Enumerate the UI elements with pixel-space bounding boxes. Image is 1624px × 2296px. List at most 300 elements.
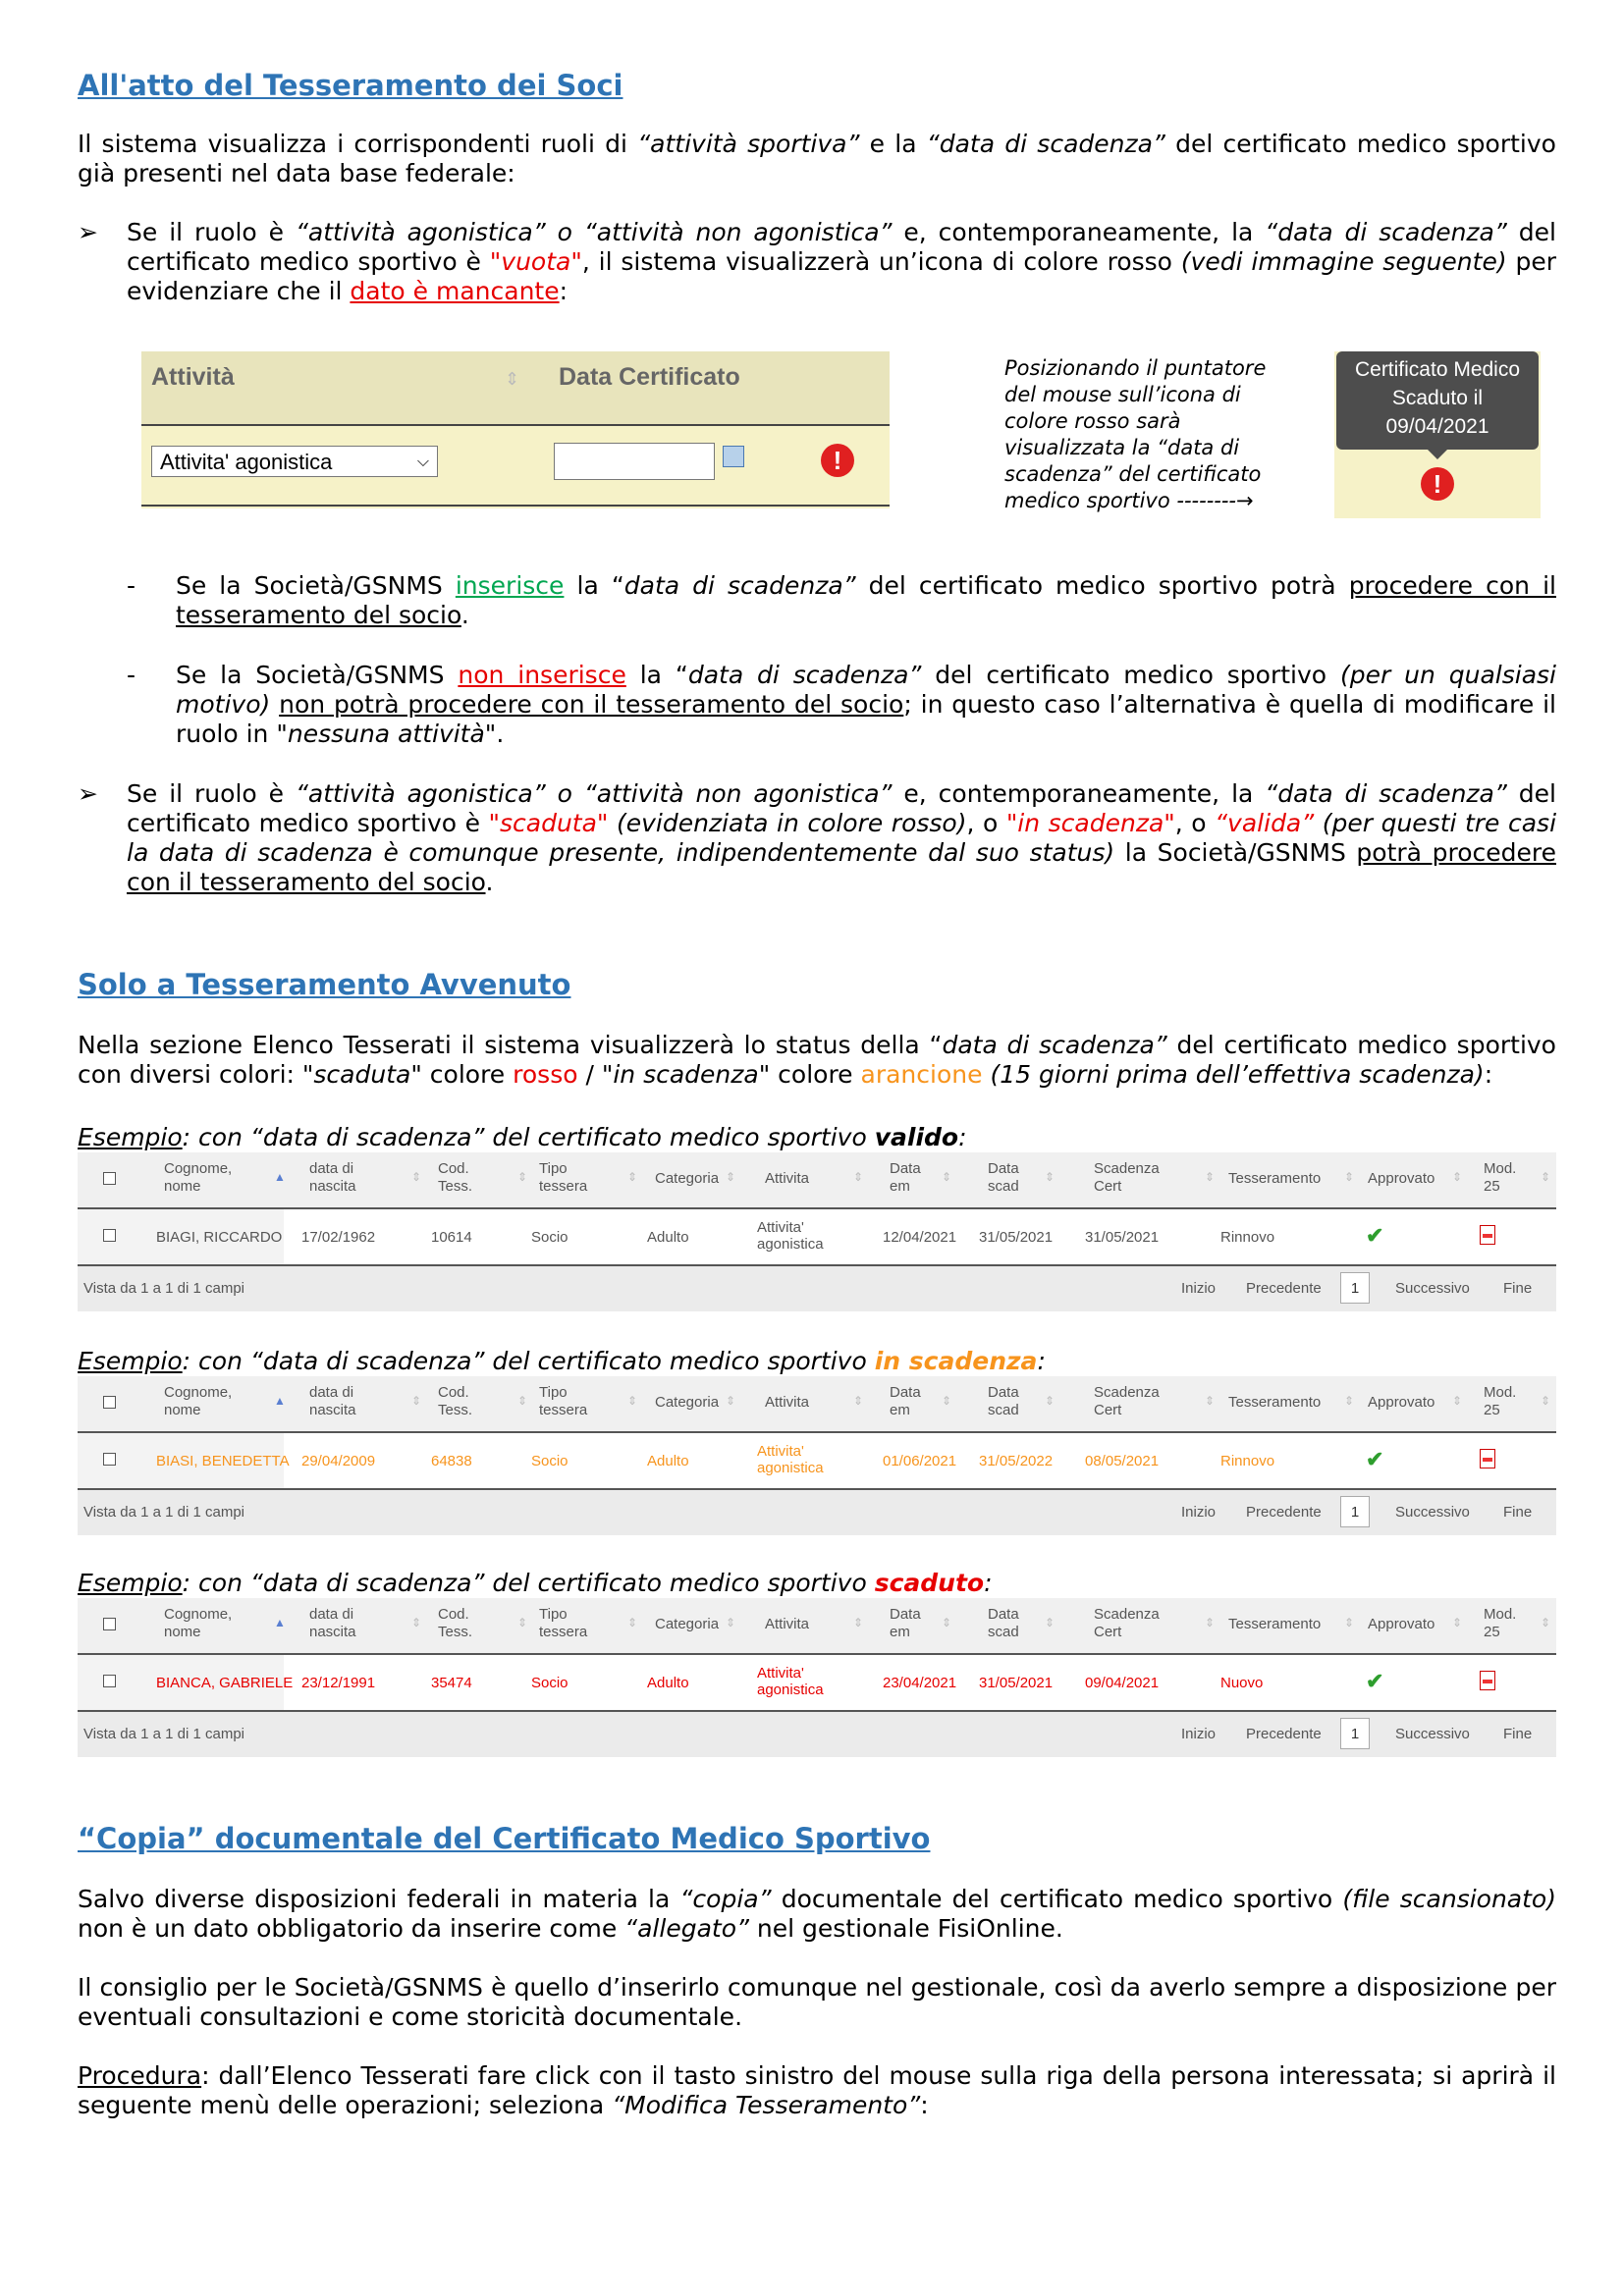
col-data-certificato: Data Certificato bbox=[559, 363, 740, 391]
text: “data di scadenza” bbox=[926, 130, 1165, 158]
sort-asc-icon[interactable]: ▲ bbox=[274, 1170, 286, 1184]
header-cognome_l1[interactable] bbox=[164, 1384, 232, 1419]
sort-icon[interactable]: ⇕ bbox=[517, 1394, 528, 1408]
cell-nome: BIANCA, GABRIELE bbox=[156, 1675, 294, 1691]
text: "in scadenza" bbox=[601, 1060, 771, 1089]
sort-icon[interactable]: ⇕ bbox=[517, 1616, 528, 1629]
header-nascita_l1[interactable] bbox=[309, 1384, 356, 1419]
calendar-icon[interactable] bbox=[723, 446, 744, 467]
page-prev-button[interactable]: Precedente bbox=[1246, 1504, 1322, 1521]
text: / bbox=[577, 1060, 602, 1089]
header-label: scad bbox=[988, 1624, 1019, 1640]
attivita-select[interactable] bbox=[151, 446, 438, 477]
sort-icon[interactable]: ⇕ bbox=[942, 1170, 952, 1184]
cell-text: agonistica bbox=[757, 1460, 824, 1476]
header-label: Tess. bbox=[438, 1402, 473, 1418]
sort-icon[interactable]: ⇕ bbox=[1205, 1170, 1216, 1184]
text: (per un qualsiasi motivo) bbox=[176, 661, 1556, 719]
tooltip-line: 09/04/2021 bbox=[1385, 415, 1489, 438]
table-header bbox=[78, 1152, 1556, 1209]
approved-check-icon: ✔ bbox=[1366, 1223, 1384, 1248]
text: in scadenza bbox=[874, 1347, 1038, 1375]
header-label: Tipo bbox=[539, 1160, 568, 1177]
text: arancione bbox=[860, 1060, 983, 1089]
attivita-form bbox=[141, 351, 890, 508]
cell-tipo: Socio bbox=[531, 1675, 568, 1691]
header-scadcert_l1[interactable] bbox=[1094, 1160, 1160, 1196]
header-mod_l1[interactable] bbox=[1484, 1160, 1516, 1196]
header-tipo_l1[interactable] bbox=[539, 1160, 587, 1196]
cell-cod: 10614 bbox=[431, 1229, 472, 1246]
attivita-form-header bbox=[141, 351, 890, 426]
text: , o bbox=[966, 809, 1006, 837]
status-paragraph bbox=[78, 1031, 1556, 1090]
pdf-icon[interactable] bbox=[1480, 1225, 1495, 1245]
table-row[interactable] bbox=[78, 1433, 1556, 1490]
text: rosso bbox=[513, 1060, 578, 1089]
text: procedere con il tesseramento del socio bbox=[176, 571, 1556, 629]
header-label: 25 bbox=[1484, 1624, 1500, 1640]
approved-check-icon: ✔ bbox=[1366, 1447, 1384, 1471]
header-datascad_l1[interactable] bbox=[988, 1160, 1019, 1196]
page-last-button[interactable]: Fine bbox=[1503, 1726, 1533, 1742]
table-footer bbox=[78, 1712, 1556, 1757]
header-approvato[interactable] bbox=[1368, 1616, 1435, 1633]
header-label: Tipo bbox=[539, 1384, 568, 1401]
header-label: Categoria bbox=[655, 1616, 720, 1632]
cell-categoria: Adulto bbox=[647, 1229, 689, 1246]
text: “data di scadenza” bbox=[1265, 218, 1507, 246]
header-label: em bbox=[890, 1624, 910, 1640]
text: e, contemporaneamente, la bbox=[892, 779, 1266, 808]
text: e, contemporaneamente, la bbox=[892, 218, 1266, 246]
header-label: Categoria bbox=[655, 1170, 720, 1187]
page-first-button[interactable]: Inizio bbox=[1181, 1504, 1217, 1521]
page-prev-button[interactable]: Precedente bbox=[1246, 1726, 1322, 1742]
select-all-checkbox[interactable] bbox=[103, 1396, 116, 1409]
col-attivita: Attività bbox=[151, 363, 235, 391]
tesserati-table bbox=[78, 1598, 1556, 1757]
bullet-arrow-icon: ➢ bbox=[78, 779, 98, 808]
header-label: nome bbox=[164, 1624, 201, 1640]
text: Nella sezione Elenco Tesserati il sistema visualizzerà lo status della “ bbox=[78, 1031, 943, 1059]
text: valido bbox=[874, 1123, 959, 1151]
select-all-checkbox[interactable] bbox=[103, 1618, 116, 1630]
header-label: Data bbox=[890, 1606, 921, 1623]
header-label: Data bbox=[890, 1384, 921, 1401]
example-in-scadenza-caption bbox=[78, 1347, 1556, 1376]
text: : con “data di scadenza” del certificato medico sportivo bbox=[182, 1123, 875, 1151]
sort-icon[interactable]: ⇕ bbox=[853, 1616, 864, 1629]
text: : bbox=[984, 1569, 993, 1597]
page-last-button[interactable]: Fine bbox=[1503, 1280, 1533, 1297]
tooltip-line: Scaduto il bbox=[1391, 387, 1484, 409]
dash-mark: - bbox=[127, 571, 136, 600]
header-label: tessera bbox=[539, 1624, 588, 1640]
header-label: data di bbox=[309, 1384, 354, 1401]
text: colore bbox=[421, 1060, 514, 1089]
cell-scad_cert: 08/05/2021 bbox=[1085, 1453, 1160, 1469]
section-heading-copia: “Copia” documentale del Certificato Medico Sportivo bbox=[78, 1822, 931, 1855]
cell-categoria: Adulto bbox=[647, 1453, 689, 1469]
text: data di scadenza” bbox=[687, 661, 922, 689]
header-tipo_l1[interactable] bbox=[539, 1384, 587, 1419]
warning-icon[interactable]: ! bbox=[1421, 467, 1454, 501]
cell-nascita: 29/04/2009 bbox=[301, 1453, 376, 1469]
tesserati-table bbox=[78, 1152, 1556, 1311]
page-first-button[interactable]: Inizio bbox=[1181, 1726, 1217, 1742]
text: Se il ruolo è bbox=[127, 218, 296, 246]
header-label: Data bbox=[988, 1160, 1019, 1177]
header-label: Cognome, bbox=[164, 1384, 233, 1401]
text: : con “data di scadenza” del certificato medico sportivo bbox=[182, 1569, 875, 1597]
sort-icon[interactable]: ⇕ bbox=[1541, 1616, 1551, 1629]
text: "vuota" bbox=[489, 247, 582, 276]
header-label: Scadenza bbox=[1094, 1160, 1160, 1177]
header-label: scad bbox=[988, 1402, 1019, 1418]
cell-text: Attivita' bbox=[757, 1665, 804, 1682]
page-next-button[interactable]: Successivo bbox=[1395, 1504, 1470, 1521]
cell-data_em: 01/06/2021 bbox=[883, 1453, 957, 1469]
text: del certificato medico sportivo è bbox=[127, 779, 1556, 837]
header-dataem_l1[interactable] bbox=[890, 1606, 921, 1641]
text: "scaduta" bbox=[488, 809, 609, 837]
page-prev-button[interactable]: Precedente bbox=[1246, 1280, 1322, 1297]
cell-data_em: 23/04/2021 bbox=[883, 1675, 957, 1691]
sort-icon[interactable]: ⇕ bbox=[726, 1616, 736, 1629]
text: , o bbox=[1174, 809, 1216, 837]
text: potrà procedere con il tesseramento del socio bbox=[127, 838, 1556, 896]
cell-cod: 35474 bbox=[431, 1675, 472, 1691]
sort-icon[interactable]: ⇕ bbox=[1205, 1394, 1216, 1408]
table-row[interactable] bbox=[78, 1209, 1556, 1266]
header-tesseramento[interactable] bbox=[1228, 1170, 1321, 1188]
dash-mark: - bbox=[127, 661, 136, 689]
text: Se la Società/GSNMS bbox=[176, 661, 459, 689]
header-label: data di bbox=[309, 1606, 354, 1623]
header-dataem_l1[interactable] bbox=[890, 1160, 921, 1196]
sort-icon[interactable]: ⇕ bbox=[942, 1616, 952, 1629]
dash-inserisce bbox=[78, 571, 1556, 630]
header-attivita[interactable] bbox=[765, 1170, 809, 1188]
cell-tesseramento: Rinnovo bbox=[1220, 1229, 1275, 1246]
cell-nome: BIAGI, RICCARDO bbox=[156, 1229, 283, 1246]
sort-icon[interactable]: ⇕ bbox=[411, 1394, 422, 1408]
tooltip-line: Certificato Medico bbox=[1354, 358, 1521, 381]
cell-tesseramento: Rinnovo bbox=[1220, 1453, 1275, 1469]
text: “valida” bbox=[1215, 809, 1315, 837]
header-cognome_l1[interactable] bbox=[164, 1606, 232, 1641]
attivita-figure bbox=[78, 351, 1556, 538]
warning-icon[interactable]: ! bbox=[821, 444, 854, 477]
text: : bbox=[559, 277, 568, 305]
select-value: Attivita' agonistica bbox=[160, 450, 333, 474]
text: : dall’Elenco Tesserati fare click con il tasto sinistro del mouse sulla riga della persona interessata; si aprirà il seguente menù delle operazioni; seleziona bbox=[78, 2061, 1556, 2119]
header-cod_l1[interactable] bbox=[438, 1160, 472, 1196]
sort-icon[interactable]: ⇕ bbox=[1452, 1170, 1463, 1184]
sort-icon[interactable]: ⇕ bbox=[726, 1394, 736, 1408]
section-heading-tesseramento-avvenuto: Solo a Tesseramento Avvenuto bbox=[78, 968, 571, 1001]
header-label: Cognome, bbox=[164, 1160, 233, 1177]
cell-categoria: Adulto bbox=[647, 1675, 689, 1691]
header-cod_l1[interactable] bbox=[438, 1384, 472, 1419]
header-dataem_l1[interactable] bbox=[890, 1384, 921, 1419]
text: Se il ruolo è bbox=[127, 779, 296, 808]
sort-icon[interactable]: ⇕ bbox=[627, 1394, 638, 1408]
header-label: Scadenza bbox=[1094, 1606, 1160, 1623]
sort-icon[interactable]: ⇕ bbox=[1045, 1616, 1056, 1629]
header-label: nome bbox=[164, 1178, 201, 1195]
cell-attivita bbox=[757, 1443, 824, 1476]
header-label: Tesseramento bbox=[1228, 1394, 1322, 1411]
cell-nome: BIASI, BENEDETTA bbox=[156, 1453, 290, 1469]
table-row[interactable] bbox=[78, 1655, 1556, 1712]
sort-icon[interactable]: ⇕ bbox=[1344, 1170, 1355, 1184]
header-label: nascita bbox=[309, 1624, 356, 1640]
text: del certificato medico sportivo è bbox=[127, 218, 1556, 276]
header-label: Approvato bbox=[1368, 1170, 1435, 1187]
cell-text: Attivita' bbox=[757, 1443, 804, 1460]
row-checkbox[interactable] bbox=[103, 1675, 116, 1687]
header-tesseramento[interactable] bbox=[1228, 1394, 1321, 1412]
pointer-note: Posizionando il puntatore del mouse sull’icona di colore rosso sarà visualizzata la “data di scadenza” del certificato medico sportivo --------→ bbox=[1004, 356, 1267, 512]
consiglio-paragraph: Il consiglio per le Società/GSNMS è quello d’inserirlo comunque nel gestionale, così da averlo sempre a disposizione per eventuali consultazioni e come storicità documentale. bbox=[78, 1973, 1556, 2031]
text: del certificato medico sportivo potrà bbox=[855, 571, 1349, 600]
header-cognome_l1[interactable] bbox=[164, 1160, 232, 1196]
text: . bbox=[485, 868, 494, 896]
pdf-icon[interactable] bbox=[1480, 1671, 1495, 1690]
tesserati-table bbox=[78, 1376, 1556, 1535]
records-info: Vista da 1 a 1 di 1 campi bbox=[83, 1504, 244, 1521]
page-next-button[interactable]: Successivo bbox=[1395, 1280, 1470, 1297]
header-label: Cod. bbox=[438, 1606, 469, 1623]
header-label: Cert bbox=[1094, 1624, 1122, 1640]
text: Il sistema visualizza i corrispondenti ruoli di bbox=[78, 130, 638, 158]
cell-tipo: Socio bbox=[531, 1229, 568, 1246]
header-datascad_l1[interactable] bbox=[988, 1384, 1019, 1419]
header-label: Approvato bbox=[1368, 1394, 1435, 1411]
text: scaduto bbox=[874, 1569, 985, 1597]
text: “attività agonistica” o “attività non agonistica” bbox=[295, 779, 893, 808]
header-label: Cognome, bbox=[164, 1606, 233, 1623]
table-footer bbox=[78, 1266, 1556, 1311]
header-attivita[interactable] bbox=[765, 1394, 809, 1412]
page-number-button[interactable]: 1 bbox=[1340, 1272, 1370, 1304]
header-categoria[interactable] bbox=[655, 1170, 719, 1188]
text: dato è mancante bbox=[350, 277, 560, 305]
sort-icon[interactable]: ⇕ bbox=[942, 1394, 952, 1408]
page-number-button[interactable]: 1 bbox=[1340, 1496, 1370, 1527]
cell-attivita bbox=[757, 1665, 824, 1698]
sort-icon[interactable]: ⇕ bbox=[1344, 1616, 1355, 1629]
text: "nessuna attività" bbox=[276, 720, 497, 748]
header-scadcert_l1[interactable] bbox=[1094, 1606, 1160, 1641]
sort-asc-icon[interactable]: ▲ bbox=[274, 1394, 286, 1408]
text: inserisce bbox=[455, 571, 565, 600]
text: ; in questo caso l’alternativa è quella di modificare il ruolo in bbox=[176, 690, 1556, 748]
text: (file scansionato) bbox=[1342, 1885, 1556, 1913]
sort-icon[interactable]: ⇕ bbox=[1452, 1616, 1463, 1629]
text: “Modifica Tesseramento” bbox=[612, 2091, 921, 2119]
procedura-paragraph bbox=[78, 2061, 1556, 2120]
sort-asc-icon[interactable]: ▲ bbox=[274, 1616, 286, 1629]
cell-text: agonistica bbox=[757, 1682, 824, 1698]
text: (vedi immagine seguente) bbox=[1180, 247, 1507, 276]
row-checkbox[interactable] bbox=[103, 1229, 116, 1242]
text: . bbox=[496, 720, 505, 748]
header-label: data di bbox=[309, 1160, 354, 1177]
cell-tipo: Socio bbox=[531, 1453, 568, 1469]
bullet-arrow-icon: ➢ bbox=[78, 218, 98, 246]
header-mod_l1[interactable] bbox=[1484, 1384, 1516, 1419]
cell-tesseramento: Nuovo bbox=[1220, 1675, 1264, 1691]
header-label: Tess. bbox=[438, 1624, 473, 1640]
page-last-button[interactable]: Fine bbox=[1503, 1504, 1533, 1521]
header-label: nascita bbox=[309, 1178, 356, 1195]
sort-icon[interactable]: ⇕ bbox=[1344, 1394, 1355, 1408]
cell-attivita bbox=[757, 1219, 824, 1253]
sort-icon[interactable]: ⇕ bbox=[627, 1170, 638, 1184]
header-label: Attivita bbox=[765, 1170, 810, 1187]
text: , il sistema visualizzerà un’icona di colore rosso bbox=[581, 247, 1181, 276]
text: “allegato” bbox=[624, 1914, 749, 1943]
sort-icon[interactable]: ⇕ bbox=[726, 1170, 736, 1184]
sort-icon[interactable]: ⇕ bbox=[411, 1170, 422, 1184]
header-label: scad bbox=[988, 1178, 1019, 1195]
header-cod_l1[interactable] bbox=[438, 1606, 472, 1641]
header-nascita_l1[interactable] bbox=[309, 1606, 356, 1641]
cell-cod: 64838 bbox=[431, 1453, 472, 1469]
page-number-button[interactable]: 1 bbox=[1340, 1718, 1370, 1749]
sort-icon[interactable]: ⇕ bbox=[1045, 1170, 1056, 1184]
header-approvato[interactable] bbox=[1368, 1394, 1435, 1412]
text: del certificato medico sportivo con diversi colori: bbox=[78, 1031, 1556, 1089]
text: : bbox=[1484, 1060, 1493, 1089]
document-page bbox=[78, 69, 1556, 2120]
sort-icon[interactable]: ⇕ bbox=[517, 1170, 528, 1184]
text: per evidenziare che il bbox=[127, 247, 1556, 305]
header-categoria[interactable] bbox=[655, 1394, 719, 1412]
text: del certificato medico sportivo già presenti nel data base federale: bbox=[78, 130, 1556, 187]
text: data di scadenza” bbox=[623, 571, 856, 600]
tooltip-example bbox=[1334, 351, 1541, 518]
text: : bbox=[1037, 1347, 1046, 1375]
header-label: Cert bbox=[1094, 1178, 1122, 1195]
header-categoria[interactable] bbox=[655, 1616, 719, 1633]
text: non potrà procedere con il tesseramento del socio bbox=[279, 690, 904, 719]
text: : bbox=[958, 1123, 967, 1151]
cell-nascita: 17/02/1962 bbox=[301, 1229, 376, 1246]
section-heading-tesseramento: All'atto del Tesseramento dei Soci bbox=[78, 69, 623, 102]
header-label: Attivita bbox=[765, 1394, 810, 1411]
copia-paragraph bbox=[78, 1885, 1556, 1944]
header-label: Cert bbox=[1094, 1402, 1122, 1418]
header-label: Data bbox=[988, 1384, 1019, 1401]
header-label: Approvato bbox=[1368, 1616, 1435, 1632]
header-attivita[interactable] bbox=[765, 1616, 809, 1633]
sort-icon[interactable]: ⇕ bbox=[1541, 1394, 1551, 1408]
sort-icon[interactable]: ⇕ bbox=[1541, 1170, 1551, 1184]
sort-icon[interactable]: ⇕ bbox=[1045, 1394, 1056, 1408]
tooltip bbox=[1336, 351, 1539, 450]
text: “attività agonistica” o “attività non agonistica” bbox=[295, 218, 893, 246]
page-first-button[interactable]: Inizio bbox=[1181, 1280, 1217, 1297]
text: (per questi tre casi la data di scadenza è comunque presente, indipendentemente dal suo status) bbox=[127, 809, 1557, 867]
row-checkbox[interactable] bbox=[103, 1453, 116, 1466]
cell-text: Attivita' bbox=[757, 1219, 804, 1236]
header-label: Data bbox=[890, 1160, 921, 1177]
text: “copia” bbox=[679, 1885, 772, 1913]
text: Salvo diverse disposizioni federali in materia la bbox=[78, 1885, 680, 1913]
cell-data_scad: 31/05/2021 bbox=[979, 1675, 1054, 1691]
text: la “ bbox=[625, 661, 688, 689]
header-tipo_l1[interactable] bbox=[539, 1606, 587, 1641]
header-label: Categoria bbox=[655, 1394, 720, 1411]
pdf-icon[interactable] bbox=[1480, 1449, 1495, 1468]
sort-icon[interactable]: ⇕ bbox=[1205, 1616, 1216, 1629]
text: (evidenziata in colore rosso) bbox=[608, 809, 967, 837]
header-approvato[interactable] bbox=[1368, 1170, 1435, 1188]
text: colore bbox=[770, 1060, 861, 1089]
header-datascad_l1[interactable] bbox=[988, 1606, 1019, 1641]
text: Se la Società/GSNMS bbox=[176, 571, 456, 600]
header-nascita_l1[interactable] bbox=[309, 1160, 356, 1196]
cell-scad_cert: 09/04/2021 bbox=[1085, 1675, 1160, 1691]
cell-nascita: 23/12/1991 bbox=[301, 1675, 376, 1691]
text: la “ bbox=[564, 571, 624, 600]
sort-icon[interactable]: ⇕ bbox=[627, 1616, 638, 1629]
approved-check-icon: ✔ bbox=[1366, 1669, 1384, 1693]
text: . bbox=[460, 601, 469, 629]
header-label: nome bbox=[164, 1402, 201, 1418]
records-info: Vista da 1 a 1 di 1 campi bbox=[83, 1726, 244, 1742]
header-label: 25 bbox=[1484, 1402, 1500, 1418]
cell-data_scad: 31/05/2022 bbox=[979, 1453, 1054, 1469]
sort-icon[interactable]: ⇕ bbox=[853, 1170, 864, 1184]
header-scadcert_l1[interactable] bbox=[1094, 1384, 1160, 1419]
sort-icon[interactable]: ⇕ bbox=[411, 1616, 422, 1629]
header-label: Cod. bbox=[438, 1160, 469, 1177]
header-tesseramento[interactable] bbox=[1228, 1616, 1321, 1633]
cell-data_scad: 31/05/2021 bbox=[979, 1229, 1054, 1246]
sort-icon[interactable]: ⇕ bbox=[853, 1394, 864, 1408]
text: del certificato medico sportivo bbox=[921, 661, 1340, 689]
header-label: Attivita bbox=[765, 1616, 810, 1632]
header-label: 25 bbox=[1484, 1178, 1500, 1195]
page-next-button[interactable]: Successivo bbox=[1395, 1726, 1470, 1742]
header-label: em bbox=[890, 1402, 910, 1418]
header-label: tessera bbox=[539, 1178, 588, 1195]
example-valido-caption bbox=[78, 1123, 1556, 1152]
header-label: Mod. bbox=[1484, 1160, 1517, 1177]
select-all-checkbox[interactable] bbox=[103, 1172, 116, 1185]
text: nel gestionale FisiOnline. bbox=[748, 1914, 1063, 1943]
divider bbox=[141, 505, 890, 507]
example-scaduto-caption bbox=[78, 1569, 1556, 1598]
data-certificato-input[interactable] bbox=[554, 443, 715, 480]
sort-icon[interactable]: ⇕ bbox=[1452, 1394, 1463, 1408]
header-label: nascita bbox=[309, 1402, 356, 1418]
header-label: Tipo bbox=[539, 1606, 568, 1623]
sort-icon: ⇕ bbox=[505, 369, 520, 389]
header-mod_l1[interactable] bbox=[1484, 1606, 1516, 1641]
header-label: Mod. bbox=[1484, 1384, 1517, 1401]
bullet-empty-date bbox=[78, 218, 1556, 306]
header-label: Data bbox=[988, 1606, 1019, 1623]
text: "scaduta" bbox=[301, 1060, 422, 1089]
records-info: Vista da 1 a 1 di 1 campi bbox=[83, 1280, 244, 1297]
text: "in scadenza" bbox=[1005, 809, 1175, 837]
